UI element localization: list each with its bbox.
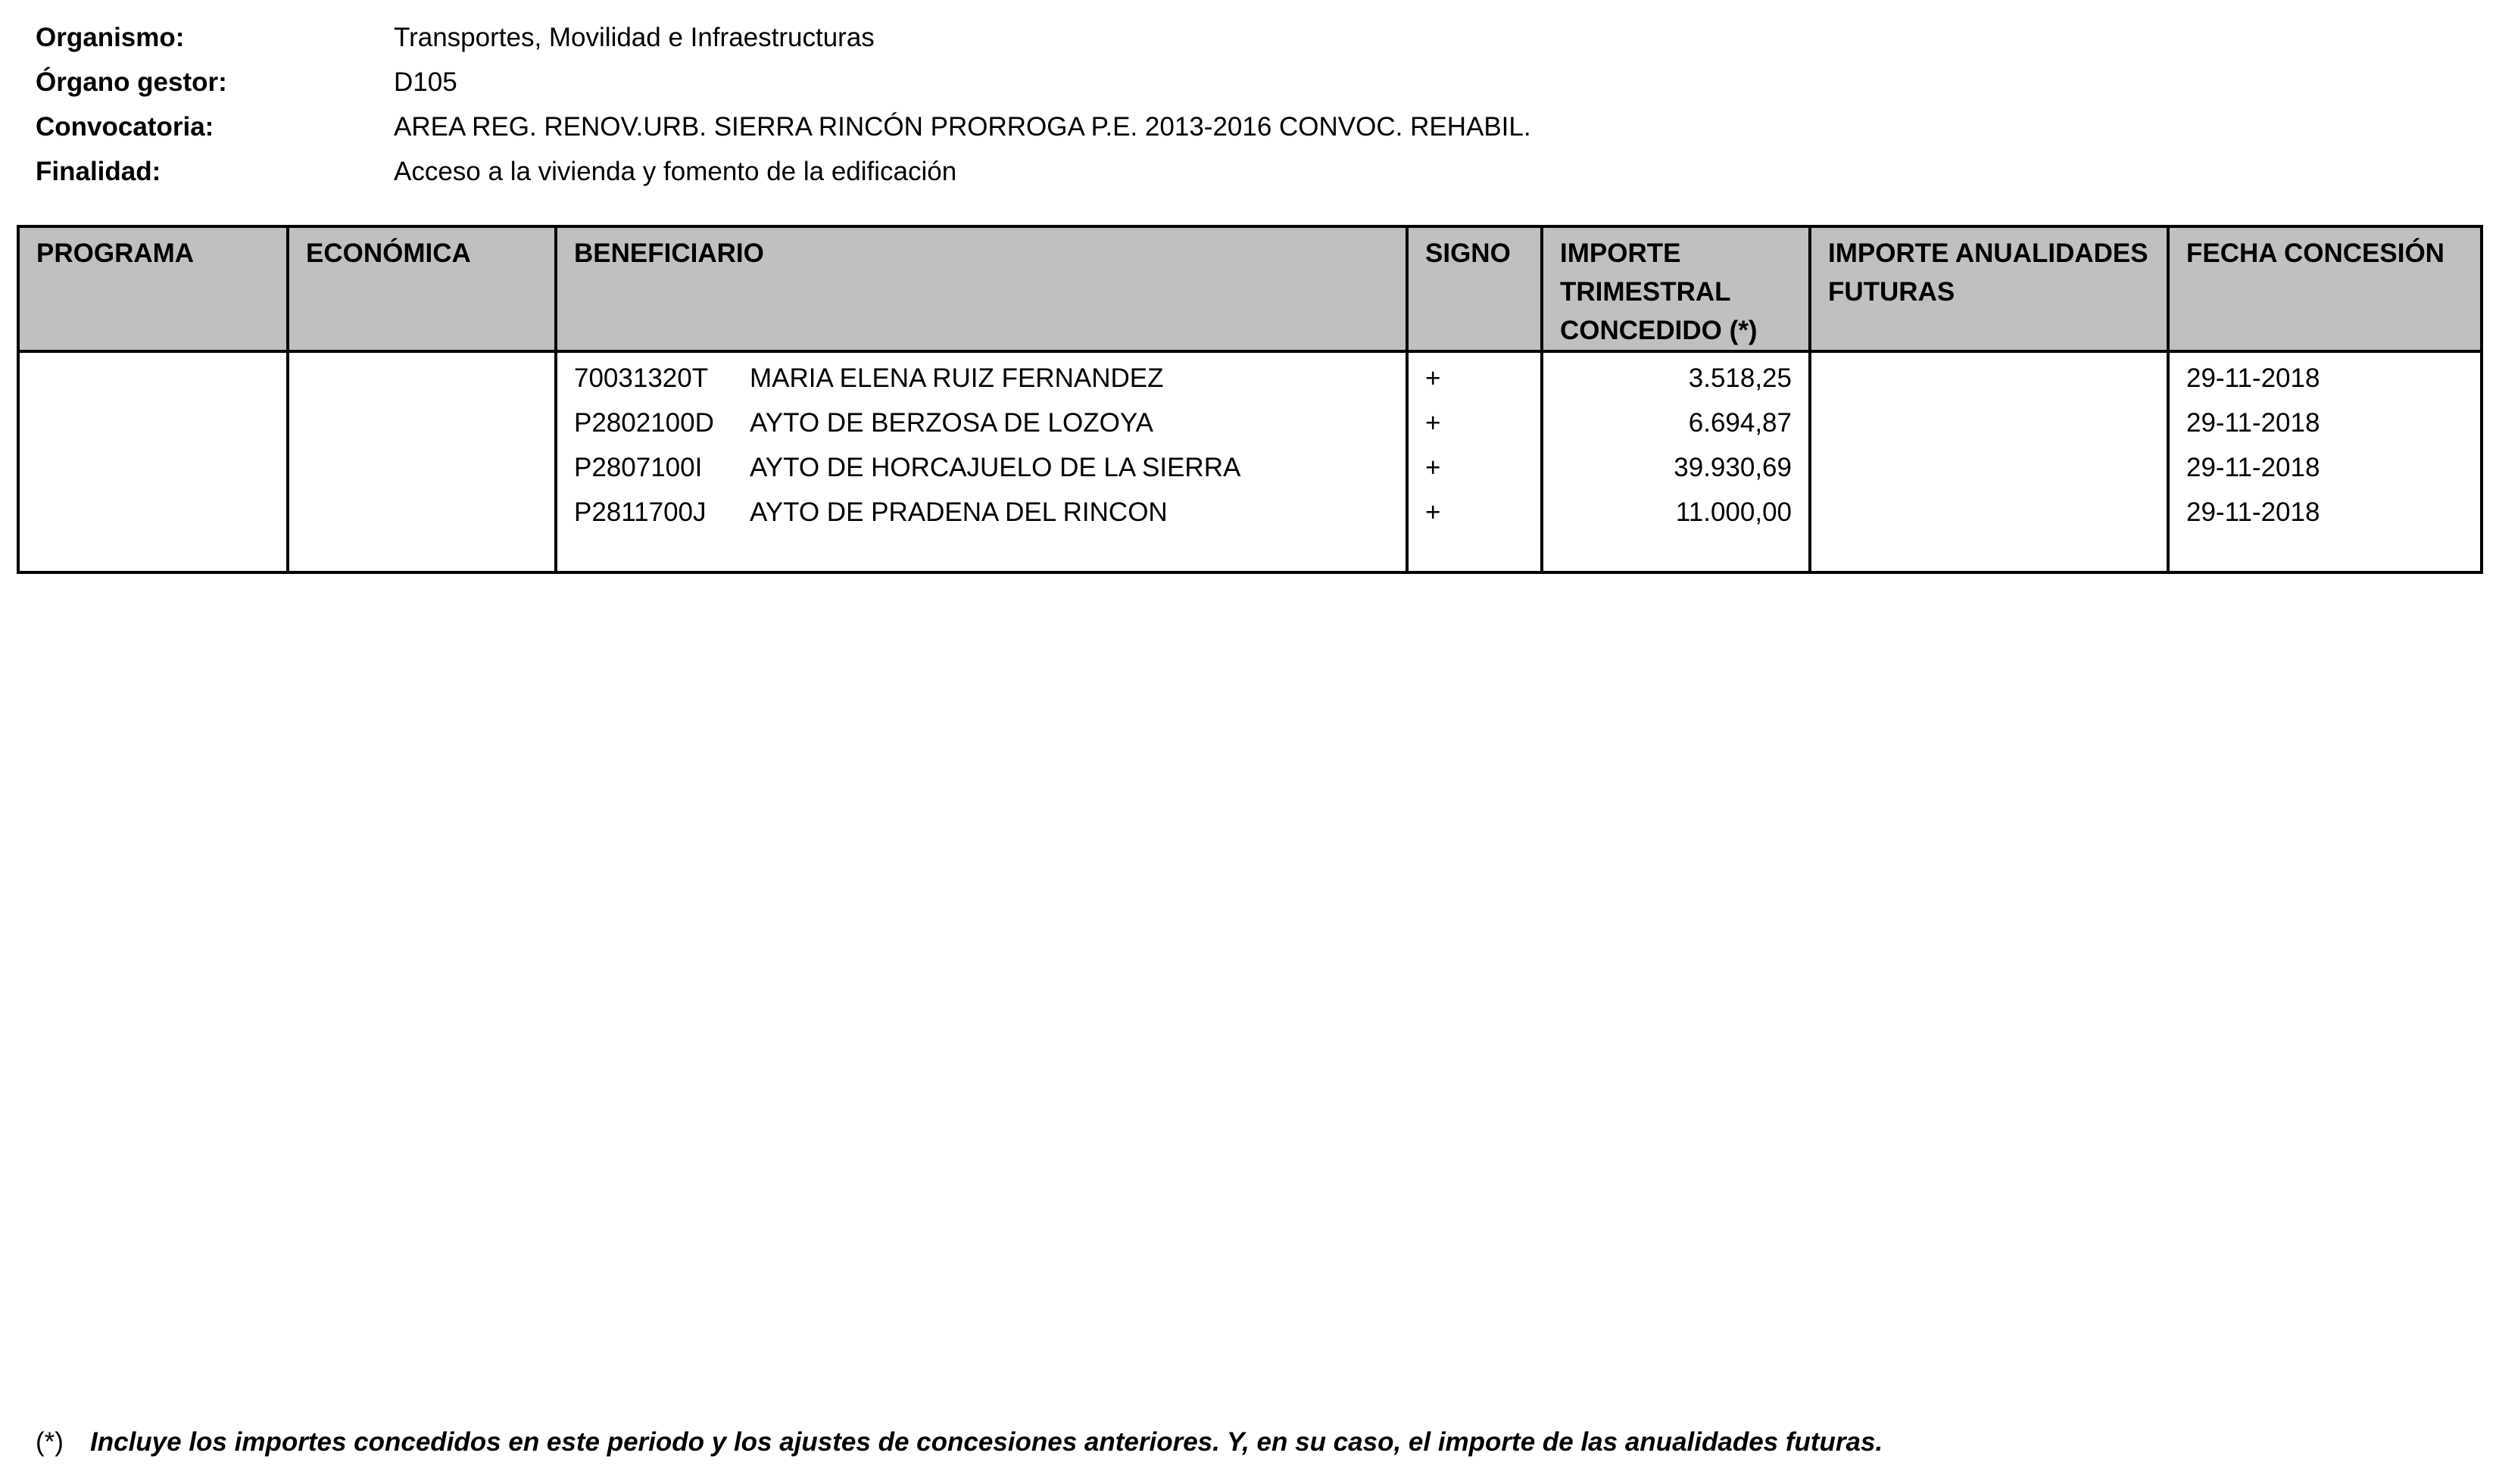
fecha-cell: 29-11-2018 xyxy=(2168,351,2482,401)
column-header-importe-anualidades: IMPORTE ANUALIDADES FUTURAS xyxy=(1810,226,2168,351)
programa-cell xyxy=(18,445,288,490)
beneficiario-name: MARIA ELENA RUIZ FERNANDEZ xyxy=(750,363,1164,393)
programa-cell xyxy=(18,490,288,535)
spacer-cell xyxy=(288,535,556,572)
beneficiario-cell xyxy=(556,445,1407,490)
spacer-cell xyxy=(18,535,288,572)
table-row xyxy=(18,401,2482,445)
programa-cell xyxy=(18,351,288,401)
importe-cell: 39.930,69 xyxy=(1542,445,1810,490)
beneficiario-nif: P2811700J xyxy=(574,497,707,527)
table-header xyxy=(18,226,2482,351)
beneficiario-nif: P2802100D xyxy=(574,408,714,438)
anualidades-cell xyxy=(1810,445,2168,490)
signo-cell: + xyxy=(1407,445,1542,490)
beneficiario-name: AYTO DE BERZOSA DE LOZOYA xyxy=(750,408,1153,438)
beneficiario-cell xyxy=(556,351,1407,401)
importe-cell: 6.694,87 xyxy=(1542,401,1810,445)
column-header-fecha-concesion: FECHA CONCESIÓN xyxy=(2168,226,2482,351)
footnote-mark: (*) xyxy=(36,1427,64,1457)
economica-cell xyxy=(288,401,556,445)
beneficiario-name: AYTO DE HORCAJUELO DE LA SIERRA xyxy=(750,453,1241,482)
column-header-programa: PROGRAMA xyxy=(18,226,288,351)
economica-cell xyxy=(288,351,556,401)
programa-cell xyxy=(18,401,288,445)
table-header-row xyxy=(18,226,2482,351)
beneficiario-cell xyxy=(556,401,1407,445)
beneficiario-nif: P2807100I xyxy=(574,453,703,482)
spacer-cell xyxy=(1542,535,1810,572)
organo-gestor-value: D105 xyxy=(394,67,457,97)
footnote xyxy=(36,1427,1883,1458)
finalidad-label: Finalidad: xyxy=(36,157,161,186)
economica-cell xyxy=(288,490,556,535)
finalidad-value: Acceso a la vivienda y fomento de la edificación xyxy=(394,157,957,186)
fecha-cell: 29-11-2018 xyxy=(2168,490,2482,535)
organismo-value: Transportes, Movilidad e Infraestructuras xyxy=(394,23,875,52)
convocatoria-label: Convocatoria: xyxy=(36,112,214,142)
column-header-importe-trimestral: IMPORTE TRIMESTRAL CONCEDIDO (*) xyxy=(1542,226,1810,351)
anualidades-cell xyxy=(1810,351,2168,401)
beneficiario-nif: 70031320T xyxy=(574,363,709,393)
fecha-cell: 29-11-2018 xyxy=(2168,445,2482,490)
table-row xyxy=(18,490,2482,535)
fecha-cell: 29-11-2018 xyxy=(2168,401,2482,445)
signo-cell: + xyxy=(1407,401,1542,445)
importe-cell: 11.000,00 xyxy=(1542,490,1810,535)
column-header-economica: ECONÓMICA xyxy=(288,226,556,351)
column-header-signo: SIGNO xyxy=(1407,226,1542,351)
beneficiario-name: AYTO DE PRADENA DEL RINCON xyxy=(750,497,1168,527)
grants-table xyxy=(17,225,2483,574)
spacer-cell xyxy=(1407,535,1542,572)
anualidades-cell xyxy=(1810,490,2168,535)
column-header-beneficiario: BENEFICIARIO xyxy=(556,226,1407,351)
footnote-text: Incluye los importes concedidos en este periodo y los ajustes de concesiones anteriores. Y, en su caso, el importe de las anualidades futuras. xyxy=(90,1427,1883,1457)
beneficiario-cell xyxy=(556,490,1407,535)
spacer-cell xyxy=(556,535,1407,572)
convocatoria-value: AREA REG. RENOV.URB. SIERRA RINCÓN PRORROGA P.E. 2013-2016 CONVOC. REHABIL. xyxy=(394,112,1531,142)
table-body xyxy=(18,351,2482,572)
anualidades-cell xyxy=(1810,401,2168,445)
signo-cell: + xyxy=(1407,490,1542,535)
spacer-cell xyxy=(1810,535,2168,572)
importe-cell: 3.518,25 xyxy=(1542,351,1810,401)
spacer-cell xyxy=(2168,535,2482,572)
signo-cell: + xyxy=(1407,351,1542,401)
economica-cell xyxy=(288,445,556,490)
organo-gestor-label: Órgano gestor: xyxy=(36,67,227,97)
organismo-label: Organismo: xyxy=(36,23,185,52)
table-row xyxy=(18,445,2482,490)
table-bottom-spacer xyxy=(18,535,2482,572)
table-row xyxy=(18,351,2482,401)
